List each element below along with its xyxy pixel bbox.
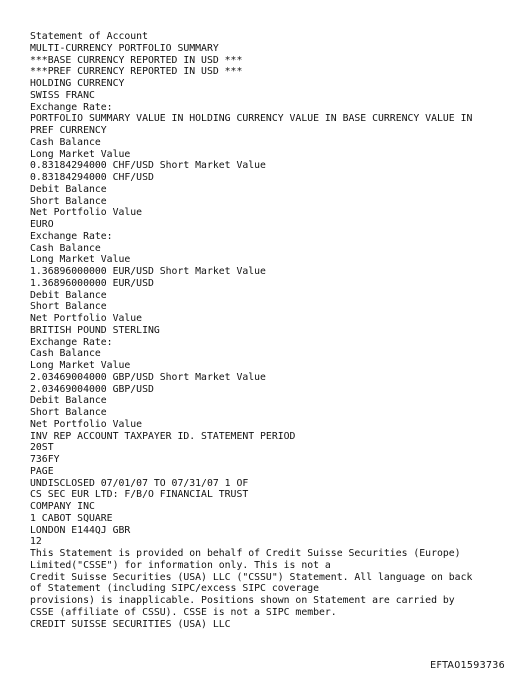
statement-line: Short Balance: [30, 407, 107, 418]
statement-line: COMPANY INC: [30, 501, 95, 512]
statement-line: HOLDING CURRENCY: [30, 78, 125, 89]
statement-line: 736FY: [30, 454, 60, 465]
statement-line: MULTI-CURRENCY PORTFOLIO SUMMARY: [30, 42, 219, 54]
statement-line: Limited("CSSE") for information only. This is not a: [30, 559, 331, 571]
statement-line: CREDIT SUISSE SECURITIES (USA) LLC: [30, 618, 231, 630]
statement-line: CS SEC EUR LTD: F/B/O FINANCIAL TRUST: [30, 489, 249, 501]
statement-line: CSSE (affiliate of CSSU). CSSE is not a SIPC member.: [30, 606, 337, 618]
statement-line: provisions) is inapplicable. Positions shown on Statement are carried by: [30, 595, 455, 606]
statement-line: of Statement (including SIPC/excess SIPC coverage: [30, 583, 320, 595]
statement-line: Short Balance: [30, 195, 107, 207]
statement-line: 2.03469004000 GBP/USD: [30, 383, 154, 395]
statement-line: Debit Balance: [30, 183, 107, 195]
statement-line: 0.83184294000 CHF/USD Short Market Value: [30, 160, 266, 172]
statement-line: Long Market Value: [30, 254, 131, 266]
statement-line: This Statement is provided on behalf of Credit Suisse Securities (Europe): [30, 548, 461, 559]
statement-line: Credit Suisse Securities (USA) LLC ("CSSU") Statement. All language on back: [30, 571, 473, 583]
statement-line: LONDON E144QJ GBR: [30, 524, 131, 536]
statement-line: Cash Balance: [30, 348, 101, 360]
statement-line: ***BASE CURRENCY REPORTED IN USD ***: [30, 54, 243, 66]
statement-line: 1 CABOT SQUARE: [30, 512, 113, 524]
statement-line: Long Market Value: [30, 148, 131, 160]
statement-line: Cash Balance: [30, 242, 101, 254]
statement-line: Statement of Account: [30, 31, 148, 42]
statement-line: INV REP ACCOUNT TAXPAYER ID. STATEMENT PERIOD: [30, 430, 296, 442]
statement-line: SWISS FRANC: [30, 89, 95, 101]
statement-line: Net Portfolio Value: [30, 207, 143, 219]
statement-line: 1.36896000000 EUR/USD Short Market Value: [30, 266, 266, 277]
statement-line: Exchange Rate:: [30, 101, 113, 113]
statement-line: 1.36896000000 EUR/USD: [30, 277, 154, 289]
statement-line: Long Market Value: [30, 360, 131, 371]
document-id-footer: EFTA01593736: [430, 660, 505, 671]
statement-line: Short Balance: [30, 301, 107, 313]
statement-line: ***PREF CURRENCY REPORTED IN USD ***: [30, 66, 243, 78]
statement-line: Net Portfolio Value: [30, 313, 143, 324]
statement-line: BRITISH POUND STERLING: [30, 324, 160, 336]
statement-line: PORTFOLIO SUMMARY VALUE IN HOLDING CURRENCY VALUE IN BASE CURRENCY VALUE IN: [30, 113, 473, 125]
statement-line: PREF CURRENCY: [30, 125, 107, 136]
statement-line: Exchange Rate:: [30, 336, 113, 348]
statement-line: 20ST: [30, 442, 54, 454]
statement-line: Debit Balance: [30, 289, 107, 301]
statement-line: Debit Balance: [30, 395, 107, 407]
statement-line: 12: [30, 536, 42, 548]
statement-line: 2.03469004000 GBP/USD Short Market Value: [30, 371, 266, 383]
statement-line: 0.83184294000 CHF/USD: [30, 172, 154, 183]
statement-line: Exchange Rate:: [30, 230, 113, 242]
statement-line: Net Portfolio Value: [30, 418, 143, 430]
statement-line: Cash Balance: [30, 136, 101, 148]
statement-body: [30, 31, 504, 630]
statement-line: EURO: [30, 219, 54, 230]
statement-line: PAGE: [30, 465, 54, 477]
statement-line: UNDISCLOSED 07/01/07 TO 07/31/07 1 OF: [30, 477, 249, 489]
